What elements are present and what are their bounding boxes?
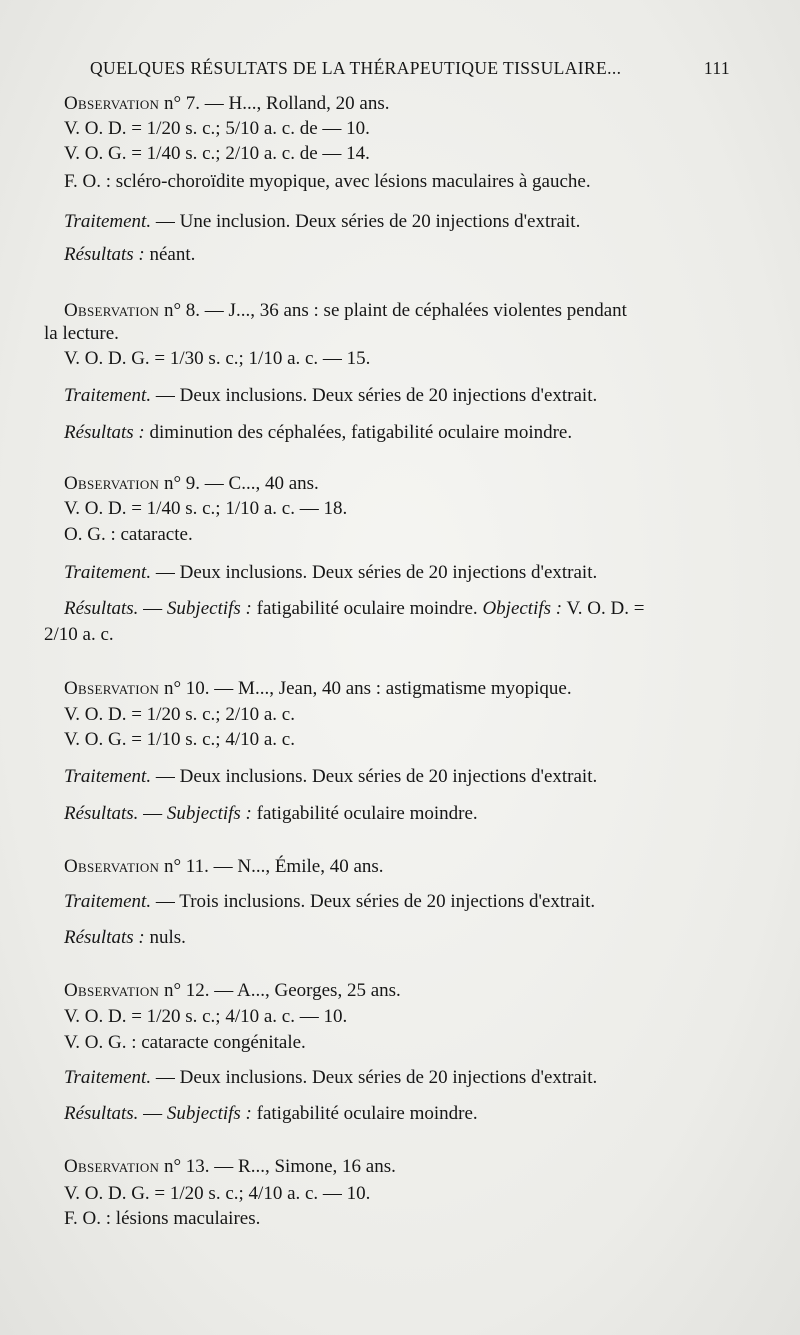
text-run: F. O. : scléro-choroïdite myopique, avec lésions maculaires à gauche. [64,171,591,192]
text-run: O. G. : cataracte. [64,524,193,545]
italic-heading: Résultats. [64,1103,139,1124]
text-line [64,170,591,194]
text-run: V. O. G. = 1/10 s. c.; 4/10 a. c. [64,729,295,750]
observation-label: Observation [64,1156,160,1177]
text-line [44,322,119,346]
italic-heading: Objectifs : [482,598,563,619]
text-run: néant. [144,244,196,265]
observation-label: Observation [64,93,160,114]
text-line [64,802,478,826]
text-line [64,728,295,752]
observation-label: Observation [64,678,160,699]
text-line [64,243,195,267]
italic-heading: Traitement. [64,385,152,406]
italic-heading: Subjectifs : [166,1103,252,1124]
text-run: — Une inclusion. Deux séries de 20 injections d'extrait. [151,211,581,232]
text-line [64,561,597,585]
text-run: V. O. D. = 1/20 s. c.; 4/10 a. c. — 10. [64,1006,348,1027]
text-line [64,142,370,166]
italic-heading: Subjectifs : [166,803,252,824]
running-head [90,58,730,79]
text-line [64,890,595,914]
text-run: — Deux inclusions. Deux séries de 20 injections d'extrait. [151,385,598,406]
italic-heading: Traitement. [64,1067,152,1088]
text-run: V. O. D. = 1/20 s. c.; 5/10 a. c. de — 10. [64,118,370,139]
italic-heading: Résultats : [64,244,145,265]
text-run: — Deux inclusions. Deux séries de 20 injections d'extrait. [151,766,598,787]
italic-heading: Subjectifs : [166,598,252,619]
text-line [64,347,370,371]
text-run: fatigabilité oculaire moindre. [251,803,478,824]
text-run: — Trois inclusions. Deux séries de 20 injections d'extrait. [151,891,596,912]
observation-label: Observation [64,473,160,494]
text-run: — [138,598,167,619]
text-run: — [138,1103,167,1124]
observation-label: Observation [64,980,160,1001]
text-run: n° 13. — R..., Simone, 16 ans. [159,1156,396,1177]
text-line [64,926,186,950]
text-line [64,1102,478,1126]
page-number: 111 [703,58,730,78]
text-line [64,210,580,234]
text-run: V. O. G. : cataracte congénitale. [64,1032,306,1053]
text-run: V. O. D. = [562,598,645,619]
text-run: V. O. D. G. = 1/20 s. c.; 4/10 a. c. — 10. [64,1183,371,1204]
italic-heading: Traitement. [64,891,152,912]
text-line [64,384,597,408]
text-run: la lecture. [44,323,119,344]
text-run: V. O. D. G. = 1/30 s. c.; 1/10 a. c. — 15. [64,348,371,369]
text-run: fatigabilité oculaire moindre. [251,598,483,619]
observation-label: Observation [64,300,160,321]
text-line [64,597,644,621]
text-line [64,92,390,116]
text-run: n° 9. — C..., 40 ans. [159,473,319,494]
text-line [64,523,193,547]
text-line [64,1155,396,1179]
text-line [44,623,114,647]
text-line [64,497,347,521]
text-line [64,765,597,789]
text-line [64,1031,306,1055]
text-run: fatigabilité oculaire moindre. [251,1103,478,1124]
text-line [64,677,572,701]
observation-label: Observation [64,856,160,877]
italic-heading: Résultats : [64,927,145,948]
italic-heading: Résultats : [64,422,145,443]
text-run: — Deux inclusions. Deux séries de 20 injections d'extrait. [151,562,598,583]
text-run: n° 12. — A..., Georges, 25 ans. [159,980,401,1001]
text-line [64,472,319,496]
text-line [64,1066,597,1090]
text-line [64,1005,347,1029]
text-run: F. O. : lésions maculaires. [64,1208,261,1229]
text-run: — Deux inclusions. Deux séries de 20 injections d'extrait. [151,1067,598,1088]
text-line [64,117,370,141]
text-run: V. O. G. = 1/40 s. c.; 2/10 a. c. de — 14. [64,143,370,164]
text-line [64,703,295,727]
running-head-title: QUELQUES RÉSULTATS DE LA THÉRAPEUTIQUE TISSULAIRE... [90,58,622,78]
text-run: diminution des céphalées, fatigabilité oculaire moindre. [144,422,573,443]
text-line [64,855,384,879]
italic-heading: Traitement. [64,766,152,787]
italic-heading: Traitement. [64,211,152,232]
italic-heading: Résultats. [64,598,139,619]
italic-heading: Traitement. [64,562,152,583]
text-line [64,1182,370,1206]
text-run: n° 7. — H..., Rolland, 20 ans. [159,93,390,114]
text-run: V. O. D. = 1/20 s. c.; 2/10 a. c. [64,704,295,725]
italic-heading: Résultats. [64,803,139,824]
text-run: — [138,803,167,824]
text-line [64,421,572,445]
text-line [64,299,627,323]
text-run: V. O. D. = 1/40 s. c.; 1/10 a. c. — 18. [64,498,348,519]
text-run: n° 11. — N..., Émile, 40 ans. [159,856,384,877]
text-line [64,1207,260,1231]
text-run: nuls. [144,927,186,948]
text-run: n° 8. — J..., 36 ans : se plaint de céphalées violentes pendant [159,300,627,321]
text-line [64,979,401,1003]
text-run: 2/10 a. c. [44,624,114,645]
text-run: n° 10. — M..., Jean, 40 ans : astigmatisme myopique. [159,678,572,699]
